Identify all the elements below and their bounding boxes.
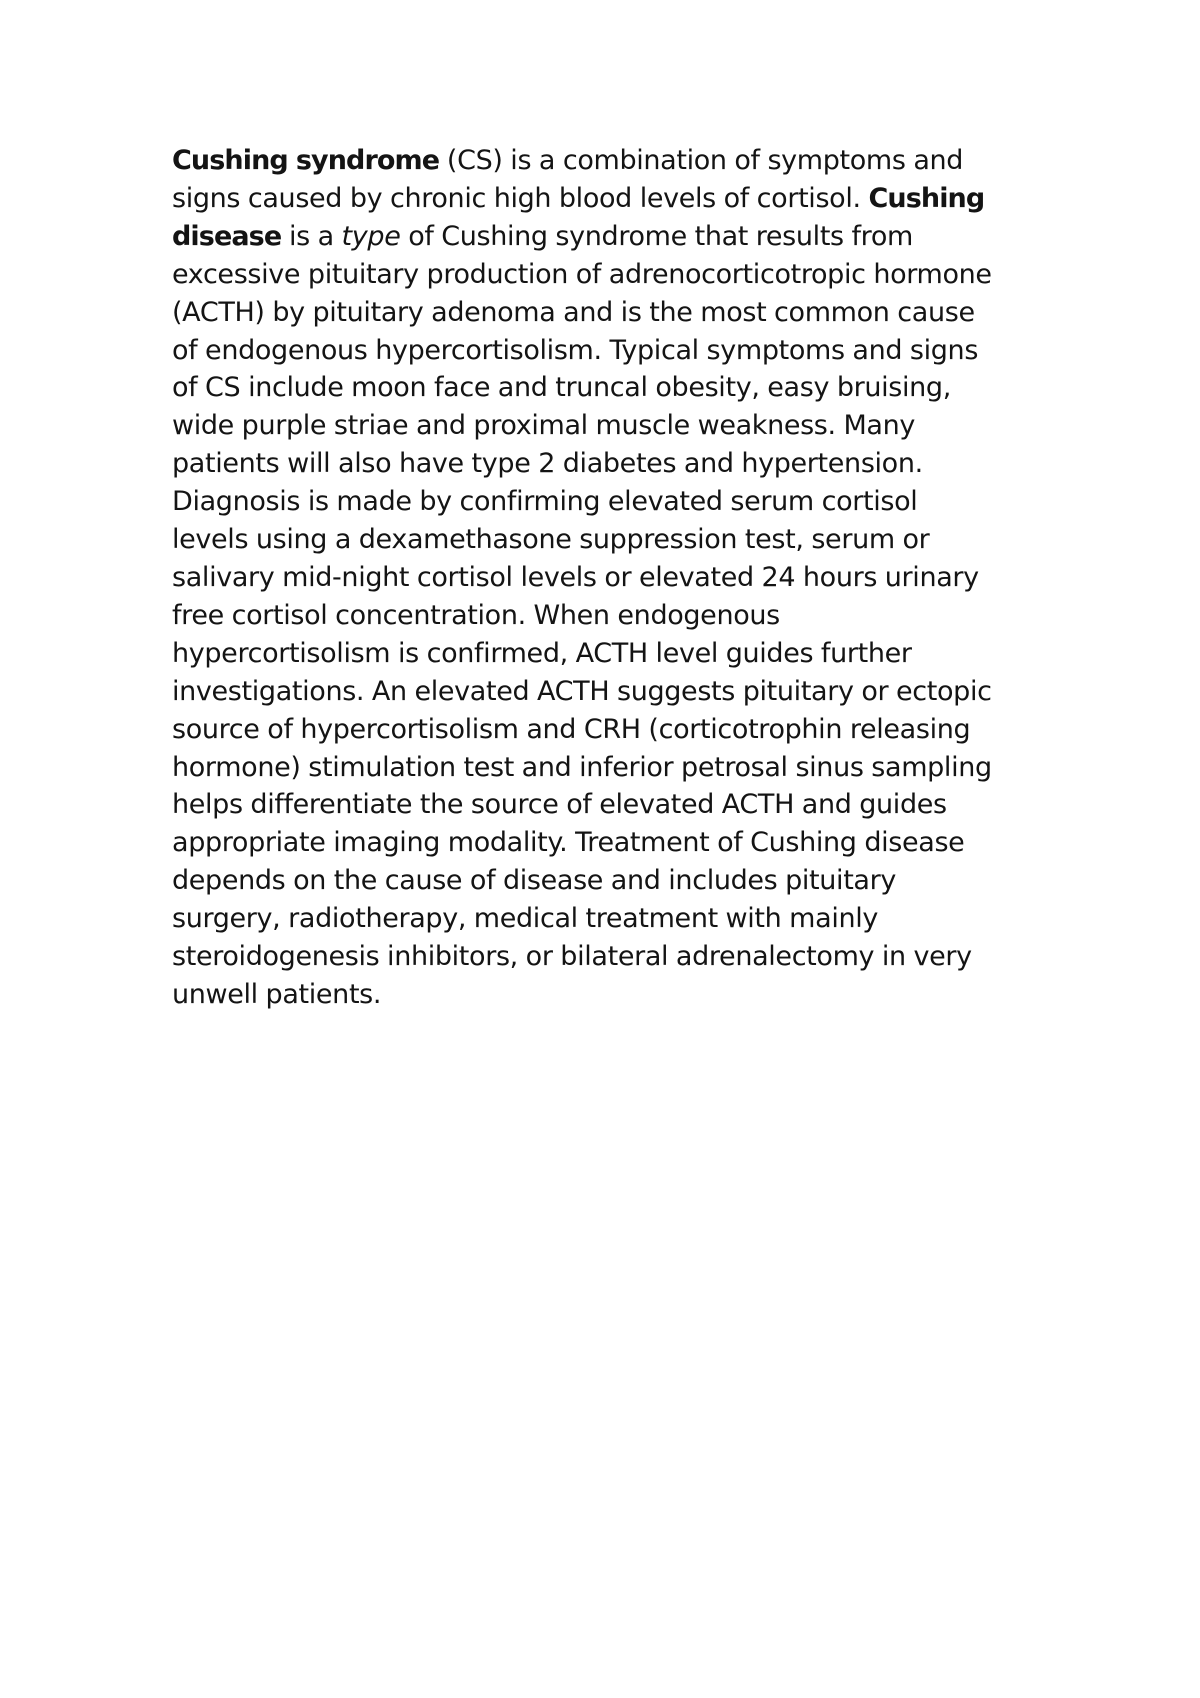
text-line [172, 180, 1042, 218]
text-line [172, 332, 1042, 370]
text-line [172, 483, 1042, 521]
text-line [172, 900, 1042, 938]
text-run: (CS) is a combination of symptoms and [439, 145, 964, 176]
text-run: free cortisol concentration. When endogenous [172, 599, 780, 631]
text-line [172, 786, 1042, 824]
text-run: investigations. An elevated ACTH suggests pituitary or ectopic [172, 675, 992, 707]
text-run: of CS include moon face and truncal obesity, easy bruising, [172, 372, 951, 404]
text-run: salivary mid-night cortisol levels or elevated 24 hours urinary [172, 561, 979, 593]
text-run: levels using a dexamethasone suppression test, serum or [172, 524, 930, 556]
text-line [172, 938, 1042, 976]
text-line [172, 445, 1042, 483]
text-line [172, 976, 1042, 1014]
text-run: surgery, radiotherapy, medical treatment with mainly [172, 903, 879, 935]
text-run: excessive pituitary production of adrenocorticotropic hormone [172, 258, 992, 290]
italic-term: type [341, 220, 401, 252]
text-run: appropriate imaging modality. Treatment of Cushing disease [172, 827, 965, 859]
text-run: depends on the cause of disease and includes pituitary [172, 865, 897, 897]
abstract-paragraph [172, 142, 1042, 1014]
text-line [172, 521, 1042, 559]
text-line [172, 218, 1042, 256]
text-line [172, 559, 1042, 597]
text-run: steroidogenesis inhibitors, or bilateral adrenalectomy in very [172, 941, 972, 973]
text-run: unwell patients. [172, 978, 382, 1010]
text-run: of endogenous hypercortisolism. Typical symptoms and signs [172, 334, 979, 366]
text-line [172, 711, 1042, 749]
text-line [172, 142, 1042, 180]
text-run: is a [281, 220, 342, 252]
text-line [172, 597, 1042, 635]
text-run: patients will also have type 2 diabetes and hypertension. [172, 448, 923, 480]
text-line [172, 635, 1042, 673]
text-run: of Cushing syndrome that results from [400, 220, 913, 252]
bold-term: disease [172, 220, 282, 252]
text-run: wide purple striae and proximal muscle weakness. Many [172, 410, 916, 442]
text-line [172, 256, 1042, 294]
bold-term: Cushing [868, 182, 985, 214]
text-line [172, 407, 1042, 445]
text-run: source of hypercortisolism and CRH (corticotrophin releasing [172, 713, 971, 745]
text-run: Diagnosis is made by confirming elevated serum cortisol [172, 486, 918, 518]
text-line [172, 369, 1042, 407]
text-line [172, 862, 1042, 900]
text-run: hormone) stimulation test and inferior petrosal sinus sampling [172, 751, 992, 783]
text-line [172, 824, 1042, 862]
text-line [172, 749, 1042, 787]
text-line [172, 294, 1042, 332]
text-run: (ACTH) by pituitary adenoma and is the most common cause [172, 296, 975, 328]
text-run: signs caused by chronic high blood levels of cortisol. [172, 182, 869, 214]
text-line [172, 673, 1042, 711]
bold-term: Cushing syndrome [172, 145, 440, 176]
text-run: hypercortisolism is confirmed, ACTH level guides further [172, 637, 912, 669]
text-run: helps differentiate the source of elevated ACTH and guides [172, 789, 947, 821]
